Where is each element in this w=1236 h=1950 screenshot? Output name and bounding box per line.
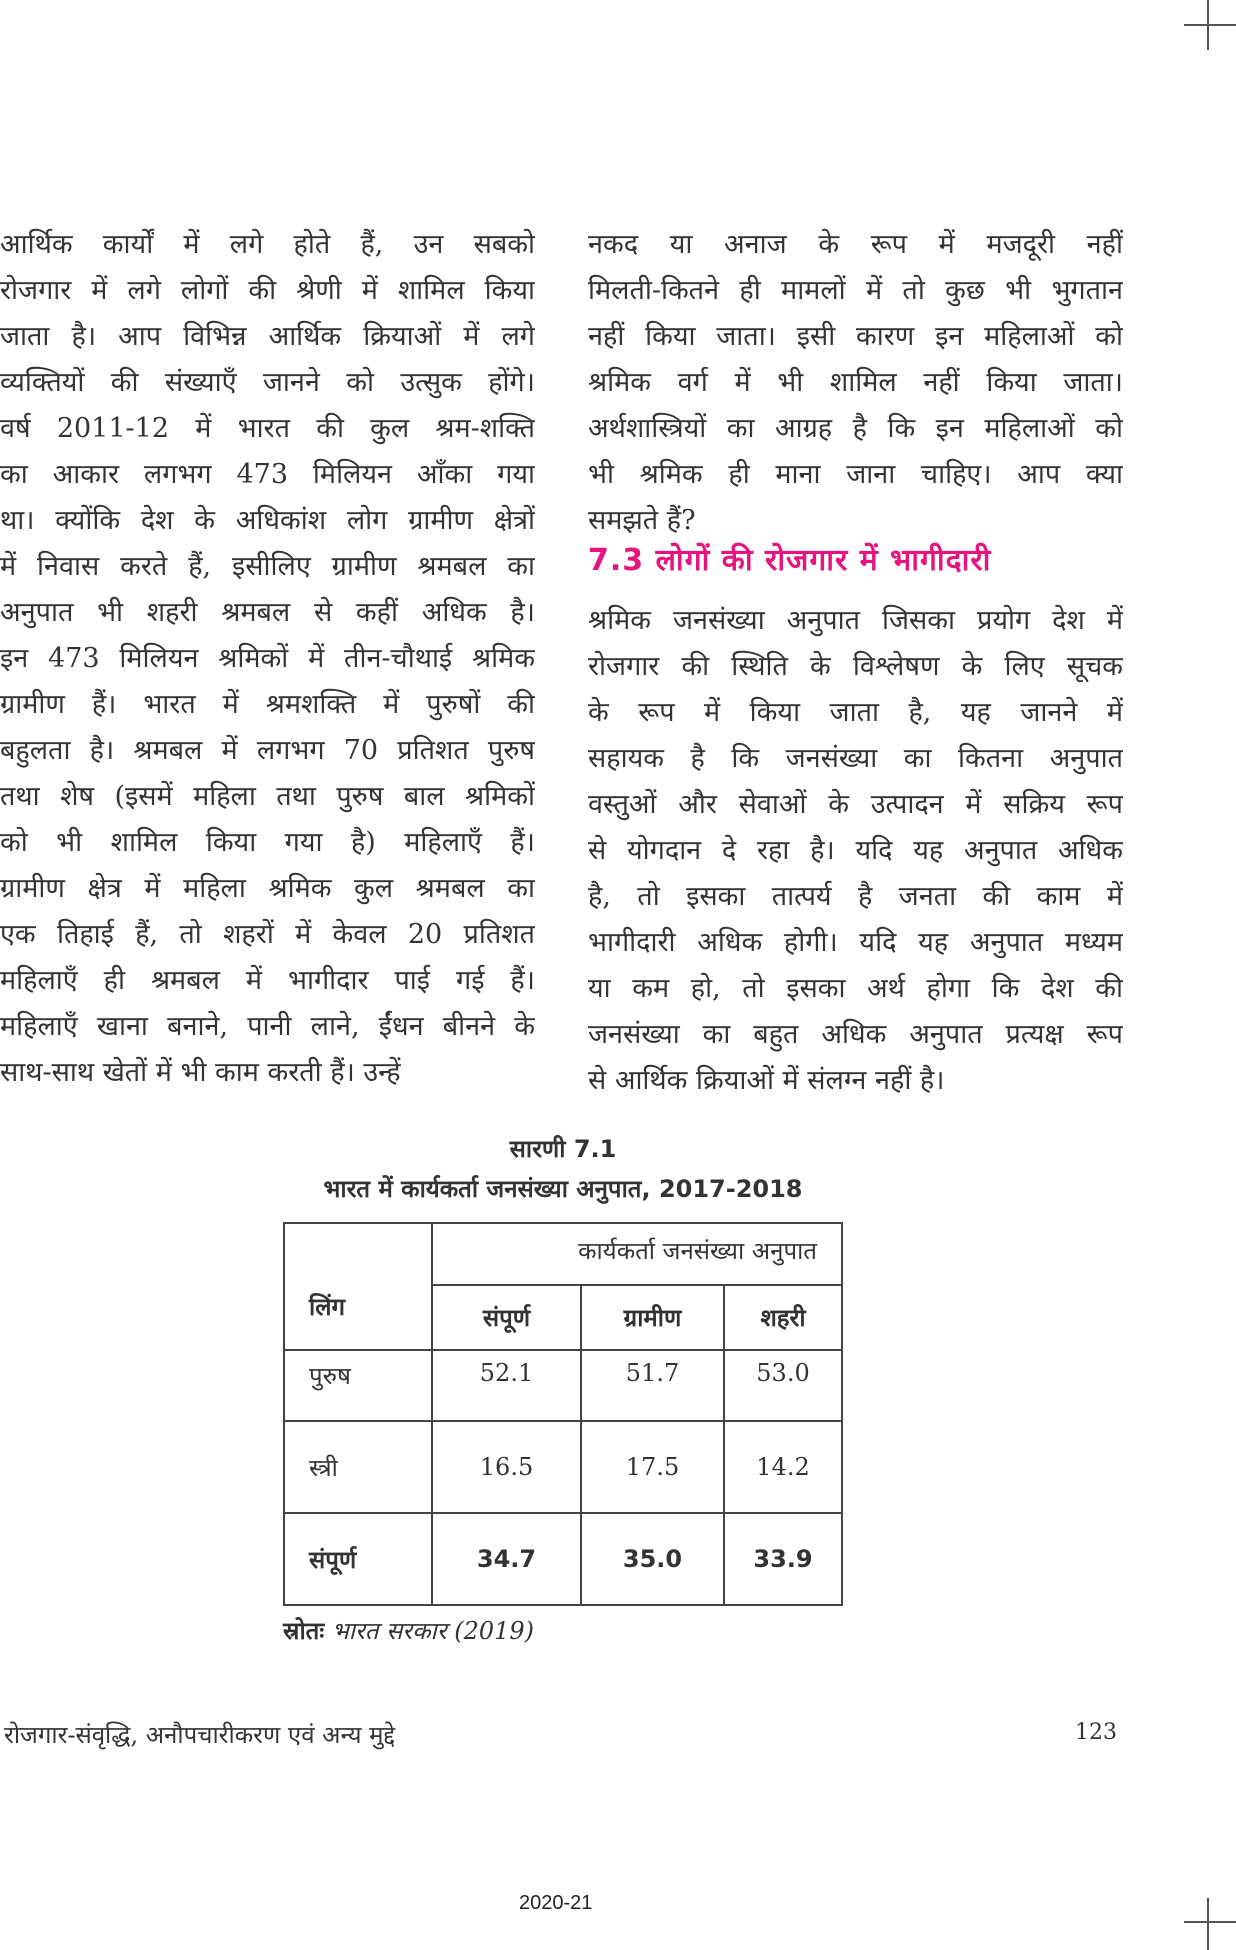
text-line: सहायक है कि जनसंख्या का कितना अनुपात: [588, 743, 1123, 774]
right-column-text: [588, 222, 1123, 544]
section-body-text: [588, 598, 1123, 1104]
table-row: [284, 1350, 842, 1421]
col-header: संपूर्ण: [432, 1285, 581, 1350]
row-header: लिंग: [284, 1223, 432, 1350]
text-line: समझते हैं?: [588, 505, 696, 536]
text-line: रोजगार में लगे लोगों की श्रेणी में शामिल किया: [0, 275, 535, 306]
cell: 51.7: [581, 1350, 724, 1421]
text-line: आर्थिक कार्यों में लगे होते हैं, उन सबको: [0, 229, 535, 260]
text-line: में निवास करते हैं, इसीलिए ग्रामीण श्रमबल का: [0, 551, 535, 582]
cell: 53.0: [724, 1350, 842, 1421]
table-label: सारणी 7.1: [509, 1135, 617, 1163]
text-line: है, तो इसका तात्पर्य है जनता की काम में: [588, 881, 1123, 912]
text-line: से आर्थिक क्रियाओं में संलग्न नहीं है।: [588, 1065, 945, 1096]
text-line: श्रमिक जनसंख्या अनुपात जिसका प्रयोग देश में: [588, 605, 1123, 636]
worker-population-ratio-table: [283, 1222, 843, 1606]
text-line: भी श्रमिक ही माना जाना चाहिए। आप क्या: [588, 459, 1123, 490]
cell: 17.5: [581, 1421, 724, 1513]
text-line: साथ-साथ खेतों में भी काम करती हैं। उन्हें: [0, 1057, 401, 1088]
table-title: भारत में कार्यकर्ता जनसंख्या अनुपात, 2017-2018: [323, 1175, 803, 1203]
col-header: शहरी: [724, 1285, 842, 1350]
text-line: श्रमिक वर्ग में भी शामिल नहीं किया जाता।: [588, 367, 1123, 398]
text-line: नकद या अनाज के रूप में मजदूरी नहीं: [588, 229, 1123, 260]
text-line: मिलती-कितने ही मामलों में तो कुछ भी भुगतान: [588, 275, 1123, 306]
row-label: संपूर्ण: [284, 1513, 432, 1605]
source-text: भारत सरकार (2019): [331, 1617, 535, 1645]
left-column-text: [0, 222, 535, 1096]
crop-mark-bottom: [1184, 1921, 1236, 1923]
cell: 52.1: [432, 1350, 581, 1421]
text-line: का आकार लगभग 473 मिलियन आँका गया: [0, 459, 535, 490]
text-line: रोजगार की स्थिति के विश्लेषण के लिए सूचक: [588, 651, 1123, 682]
text-line: व्यक्तियों की संख्याएँ जानने को उत्सुक होंगे।: [0, 367, 535, 398]
cell: 35.0: [581, 1513, 724, 1605]
text-line: ग्रामीण हैं। भारत में श्रमशक्ति में पुरुषों की: [0, 689, 535, 720]
group-header: कार्यकर्ता जनसंख्या अनुपात: [432, 1223, 842, 1285]
text-line: जनसंख्या का बहुत अधिक अनुपात प्रत्यक्ष रूप: [588, 1019, 1123, 1050]
edition-year: 2020-21: [519, 1892, 593, 1914]
row-label: पुरुष: [284, 1350, 432, 1421]
text-line: वस्तुओं और सेवाओं के उत्पादन में सक्रिय रूप: [588, 789, 1123, 820]
cell: 33.9: [724, 1513, 842, 1605]
crop-mark-top-v: [1207, 0, 1209, 50]
text-line: भागीदारी अधिक होगी। यदि यह अनुपात मध्यम: [588, 927, 1123, 958]
text-line: इन 473 मिलियन श्रमिकों में तीन-चौथाई श्रमिक: [0, 643, 535, 674]
text-line: या कम हो, तो इसका अर्थ होगा कि देश की: [588, 973, 1123, 1004]
table-source: [283, 1614, 534, 1647]
text-line: अर्थशास्त्रियों का आग्रह है कि इन महिलाओं को: [588, 413, 1123, 444]
source-label: स्रोतः: [283, 1616, 325, 1645]
cell: 14.2: [724, 1421, 842, 1513]
chapter-title: रोजगार-संवृद्धि, अनौपचारीकरण एवं अन्य मुद्दे: [4, 1721, 396, 1749]
text-line: बहुलता है। श्रमबल में लगभग 70 प्रतिशत पुरुष: [0, 735, 535, 766]
crop-mark-top: [1184, 24, 1236, 26]
cell: 16.5: [432, 1421, 581, 1513]
table-row-total: [284, 1513, 842, 1605]
text-line: के रूप में किया जाता है, यह जानने में: [588, 697, 1123, 728]
col-header: ग्रामीण: [581, 1285, 724, 1350]
text-line: जाता है। आप विभिन्न आर्थिक क्रियाओं में लगे: [0, 321, 535, 352]
table-row: [284, 1421, 842, 1513]
crop-mark-bottom-v: [1207, 1898, 1209, 1950]
text-line: था। क्योंकि देश के अधिकांश लोग ग्रामीण क्षेत्रों: [0, 505, 535, 536]
row-label: स्त्री: [284, 1421, 432, 1513]
cell: 34.7: [432, 1513, 581, 1605]
text-line: नहीं किया जाता। इसी कारण इन महिलाओं को: [588, 321, 1123, 352]
text-line: एक तिहाई हैं, तो शहरों में केवल 20 प्रतिशत: [0, 919, 535, 950]
page-number: 123: [1075, 1720, 1117, 1745]
text-line: से योगदान दे रहा है। यदि यह अनुपात अधिक: [588, 835, 1123, 866]
text-line: महिलाएँ ही श्रमबल में भागीदार पाई गई हैं।: [0, 965, 535, 996]
text-line: वर्ष 2011-12 में भारत की कुल श्रम-शक्ति: [0, 413, 535, 444]
section-heading: 7.3 लोगों की रोजगार में भागीदारी: [588, 543, 992, 578]
text-line: को भी शामिल किया गया है) महिलाएँ हैं।: [0, 827, 535, 858]
text-line: महिलाएँ खाना बनाने, पानी लाने, ईंधन बीनने के: [0, 1011, 535, 1042]
text-line: अनुपात भी शहरी श्रमबल से कहीं अधिक है।: [0, 597, 535, 628]
text-line: तथा शेष (इसमें महिला तथा पुरुष बाल श्रमिकों: [0, 781, 535, 812]
text-line: ग्रामीण क्षेत्र में महिला श्रमिक कुल श्रमबल का: [0, 873, 535, 904]
